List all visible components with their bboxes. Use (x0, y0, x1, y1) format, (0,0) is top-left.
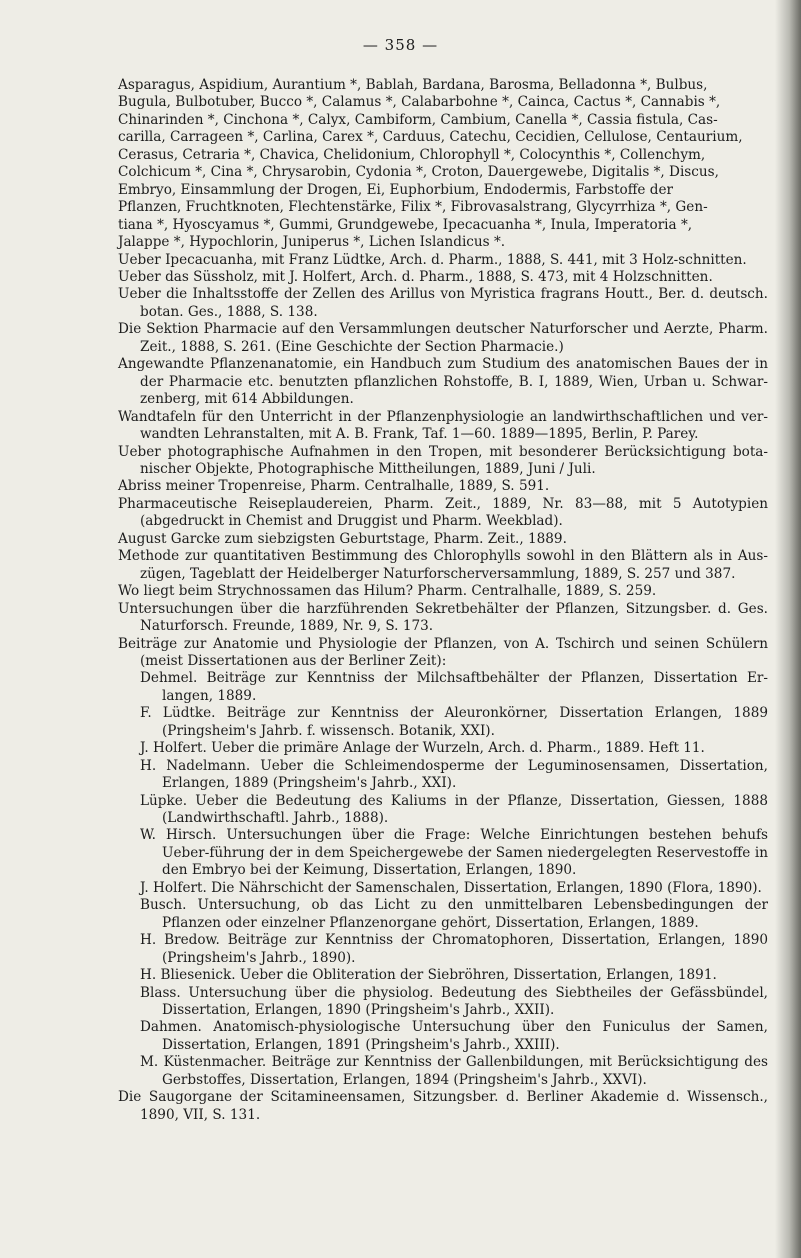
dissertation-entry: Busch. Untersuchung, ob das Licht zu den unmittelbaren Lebensbedingungen der Pflanzen oder einzelner Pflanzenorgane gehört, Dissertation, Erlangen, 1889. (140, 897, 768, 931)
bibliography-entry: August Garcke zum siebzigsten Geburtstage, Pharm. Zeit., 1889. (118, 530, 567, 547)
intro-line: tiana *, Hyoscyamus *, Gummi, Grundgewebe, Ipecacuanha *, Inula, Imperatoria *, (118, 216, 693, 233)
bibliography-entry: Abriss meiner Tropenreise, Pharm. Centralhalle, 1889, S. 591. (118, 478, 550, 495)
bibliography-entry: Ueber das Süssholz, mit J. Holfert, Arch. d. Pharm., 1888, S. 473, mit 4 Holzschnitten. (118, 268, 713, 285)
intro-line: Colchicum *, Cina *, Chrysarobin, Cydonia *, Croton, Dauergewebe, Digitalis *, Discus, (118, 164, 719, 181)
intro-keyword-list (118, 77, 768, 252)
bibliography-entry: Die Sektion Pharmacie auf den Versammlungen deutscher Naturforscher und Aerzte, Pharm. Zeit., 1888, S. 261. (Eine Geschichte der Section Pharmacie.) (118, 321, 768, 355)
bibliography-entry: Wo liegt beim Strychnossamen das Hilum? Pharm. Centralhalle, 1889, S. 259. (118, 583, 657, 600)
intro-line: Asparagus, Aspidium, Aurantium *, Bablah, Bardana, Barosma, Belladonna *, Bulbus, (118, 77, 708, 93)
bibliography-entry: Wandtafeln für den Unterricht in der Pflanzenphysiologie an landwirthschaftlichen und ver-wandten Lehranstalten, mit A. B. Frank, Taf. 1—60. 1889—1895, Berlin, P. Parey. (118, 408, 768, 443)
dissertation-entry: H. Bredow. Beiträge zur Kenntniss der Chromatophoren, Dissertation, Erlangen, 1890 (Pringsheim's Jahrb., 1890). (140, 932, 768, 966)
dissertation-entry: J. Holfert. Die Nährschicht der Samenschalen, Dissertation, Erlangen, 1890 (Flora, 1890). (140, 879, 762, 896)
intro-line: Bugula, Bulbotuber, Bucco *, Calamus *, Calabarbohne *, Cainca, Cactus *, Cannabis *, (118, 94, 721, 111)
bibliography-entry: Ueber photographische Aufnahmen in den Tropen, mit besonderer Berücksichtigung bota-nischer Objekte, Photographische Mittheilungen, 1889, Juni / Juli. (118, 443, 768, 477)
intro-line: Embryo, Einsammlung der Drogen, Ei, Euphorbium, Endodermis, Farbstoffe der (118, 181, 674, 198)
dissertation-entry: H. Nadelmann. Ueber die Schleimendosperme der Leguminosensamen, Dissertation, Erlangen, 1889 (Pringsheim's Jahrb., XXI). (140, 757, 768, 792)
intro-line: Chinarinden *, Cinchona *, Calyx, Cambiform, Cambium, Canella *, Cassia fistula, Cas- (118, 111, 718, 128)
bibliography-entry: Beiträge zur Anatomie und Physiologie der Pflanzen, von A. Tschirch und seinen Schülern (meist Dissertationen aus der Berliner Zeit): (118, 635, 768, 669)
page-number: — 358 — (362, 36, 439, 54)
dissertation-entry: Blass. Untersuchung über die physiolog. Bedeutung des Siebtheiles der Gefässbündel, Dissertation, Erlangen, 1890 (Pringsheim's Jahrb., XXII). (140, 984, 768, 1019)
page-edge-shadow (775, 0, 801, 1258)
bibliography-entry: Methode zur quantitativen Bestimmung des Chlorophylls sowohl in den Blättern als in Aus-zügen, Tageblatt der Heidelberger Naturforscherversammlung, 1889, S. 257 und 387. (118, 548, 768, 582)
dissertation-entry: Lüpke. Ueber die Bedeutung des Kaliums in der Pflanze, Dissertation, Giessen, 1888 (Landwirthschaftl. Jahrb., 1888). (140, 792, 768, 827)
bibliography-entry: Ueber Ipecacuanha, mit Franz Lüdtke, Arch. d. Pharm., 1888, S. 441, mit 3 Holz-schnitten. (118, 251, 747, 268)
dissertation-entry: H. Bliesenick. Ueber die Obliteration der Siebröhren, Dissertation, Erlangen, 1891. (140, 967, 717, 984)
dissertation-entry: W. Hirsch. Untersuchungen über die Frage: Welche Einrichtungen bestehen behufs Ueber-führung der in dem Speichergewebe der Samen niedergelegten Reservestoffe in den Embryo bei der Keimung, Dissertation, Erlangen, 1890. (140, 827, 768, 879)
intro-line: Cerasus, Cetraria *, Chavica, Chelidonium, Chlorophyll *, Colocynthis *, Collenchym, (118, 146, 706, 163)
bibliography-entry: Die Saugorgane der Scitamineensamen, Sitzungsber. d. Berliner Akademie d. Wissensch., 1890, VII, S. 131. (118, 1089, 768, 1123)
dissertation-entry: J. Holfert. Ueber die primäre Anlage der Wurzeln, Arch. d. Pharm., 1889. Heft 11. (140, 740, 705, 757)
bibliography-entry: Pharmaceutische Reiseplaudereien, Pharm. Zeit., 1889, Nr. 83—88, mit 5 Autotypien (abgedruckt in Chemist and Druggist und Pharm. Weekblad). (118, 495, 768, 530)
dissertation-entry: Dahmen. Anatomisch-physiologische Untersuchung über den Funiculus der Samen, Dissertation, Erlangen, 1891 (Pringsheim's Jahrb., XXIII). (140, 1019, 768, 1053)
bibliography-entry: Angewandte Pflanzenanatomie, ein Handbuch zum Studium des anatomischen Baues der in der Pharmacie etc. benutzten pflanzlichen Rohstoffe, B. I, 1889, Wien, Urban u. Schwar-zenberg, mit 614 Abbildungen. (118, 356, 768, 408)
bibliography-entry: Untersuchungen über die harzführenden Sekretbehälter der Pflanzen, Sitzungsber. d. Ges. Naturforsch. Freunde, 1889, Nr. 9, S. 173. (118, 600, 768, 635)
student-dissertations-list (118, 670, 768, 1089)
bibliography-text (118, 77, 768, 1124)
intro-line: carilla, Carrageen *, Carlina, Carex *, Carduus, Catechu, Cecidien, Cellulose, Centaurium, (118, 129, 743, 146)
intro-line: Jalappe *, Hypochlorin, Juniperus *, Lichen Islandicus *. (118, 234, 506, 251)
intro-line: Pflanzen, Fruchtknoten, Flechtenstärke, Filix *, Fibrovasalstrang, Glycyrrhiza *, Gen- (118, 199, 708, 216)
bibliography-entry: Ueber die Inhaltsstoffe der Zellen des Arillus von Myristica fragrans Houtt., Ber. d. deutsch. botan. Ges., 1888, S. 138. (118, 286, 768, 320)
dissertation-entry: Dehmel. Beiträge zur Kenntniss der Milchsaftbehälter der Pflanzen, Dissertation Er-langen, 1889. (140, 670, 768, 704)
dissertation-entry: F. Lüdtke. Beiträge zur Kenntniss der Aleuronkörner, Dissertation Erlangen, 1889 (Pringsheim's Jahrb. f. wissensch. Botanik, XXI). (140, 705, 768, 739)
dissertation-entry: M. Küstenmacher. Beiträge zur Kenntniss der Gallenbildungen, mit Berücksichtigung des Gerbstoffes, Dissertation, Erlangen, 1894 (Pringsheim's Jahrb., XXVI). (140, 1054, 768, 1088)
